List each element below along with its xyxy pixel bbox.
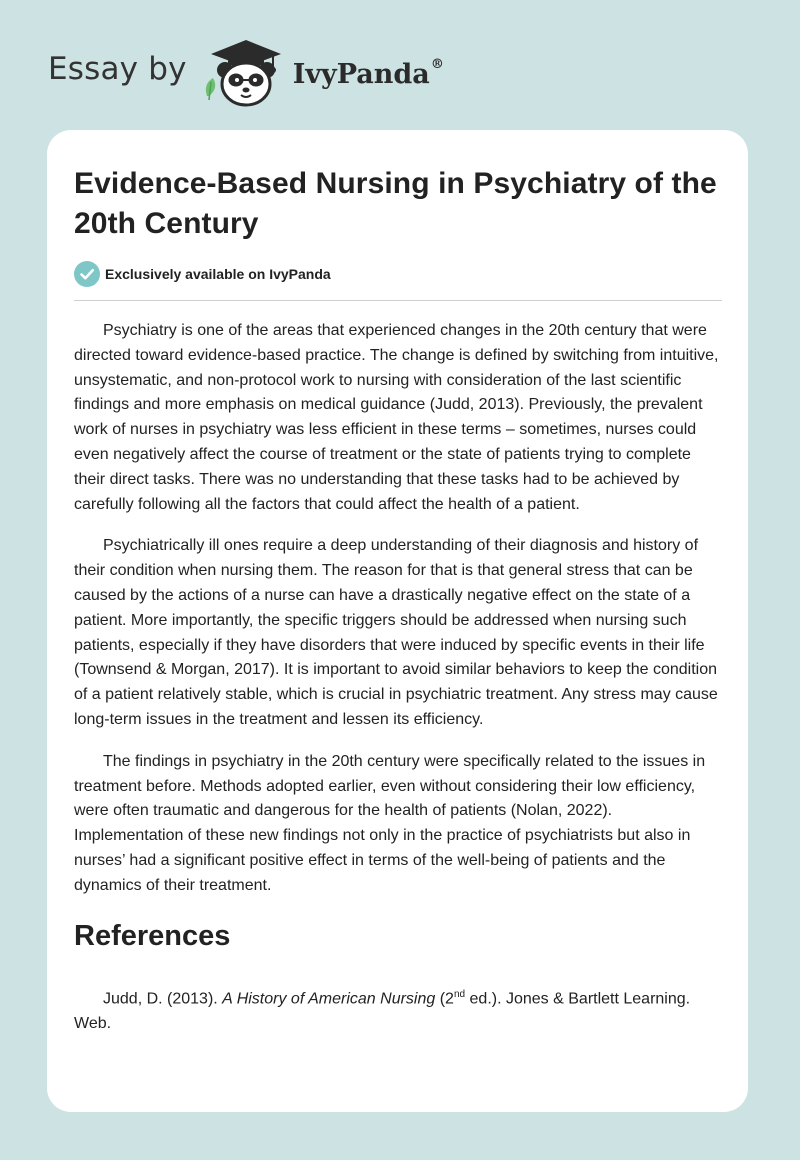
registered-mark: ® <box>430 56 444 72</box>
reference-book-title: A History of American Nursing <box>222 989 436 1007</box>
site-header <box>48 32 444 112</box>
reference-edition-open: (2 <box>435 989 454 1007</box>
references-heading: References <box>74 919 231 952</box>
paragraph-2: Psychiatrically ill ones require a deep understanding of their diagnosis and history of their condition when nursing them. The reason for that is that general stress that can be caused by the actions of a nurse can have a drastically negative effect on the state of a patient. More importantly, the specific triggers should be addressed when nursing such patients, especially if they have disorders that were induced by specific events in their life (Townsend & Morgan, 2017). It is important to avoid similar behaviors to keep the condition of a patient relatively stable, which is crucial in psychiatric treatment. Any stress may cause long-term issues in the treatment and lessen its efficiency. <box>74 537 718 728</box>
page-title: Evidence-Based Nursing in Psychiatry of the 20th Century <box>74 167 717 240</box>
brand-name-text: IvyPanda <box>292 58 430 90</box>
exclusive-badge <box>74 261 722 287</box>
essay-card <box>47 130 748 1112</box>
panda-graduate-logo-icon <box>201 34 291 110</box>
exclusive-label: Exclusively available on IvyPanda <box>105 266 331 282</box>
check-circle-icon <box>74 261 100 287</box>
divider <box>74 300 722 301</box>
essay-body <box>74 319 722 899</box>
reference-prefix: Judd, D. (2013). <box>103 989 223 1007</box>
reference-suffix: ed.). Jones & Bartlett Learning. Web. <box>74 989 691 1032</box>
reference-edition-sup: nd <box>453 988 466 1000</box>
paragraph-3: The findings in psychiatry in the 20th century were specifically related to the issues in treatment before. Methods adopted earlier, even without considering their low efficiency, were often traumatic and dangerous for the health of patients (Nolan, 2022). Implementation of these new findings not only in the practice of psychiatrists but also in nurses’ had a significant positive effect in terms of the well-being of patients and the dynamics of their treatment. <box>74 752 706 894</box>
reference-item <box>74 983 722 1037</box>
brand-name <box>292 56 444 90</box>
paragraph-1: Psychiatry is one of the areas that experienced changes in the 20th century that were directed toward evidence-based practice. The change is defined by switching from intuitive, unsystematic, and non-protocol work to nursing with consideration of the last scientific findings and more emphasis on medical guidance (Judd, 2013). Previously, the prevalent work of nurses in psychiatry was less efficient in these terms – sometimes, nurses could even negatively affect the course of treatment or the state of patients trying to complete their direct tasks. There was no understanding that these tasks had to be achieved by carefully following all the factors that could affect the health of a patient. <box>74 322 719 513</box>
essay-by-label: Essay by <box>48 51 187 87</box>
